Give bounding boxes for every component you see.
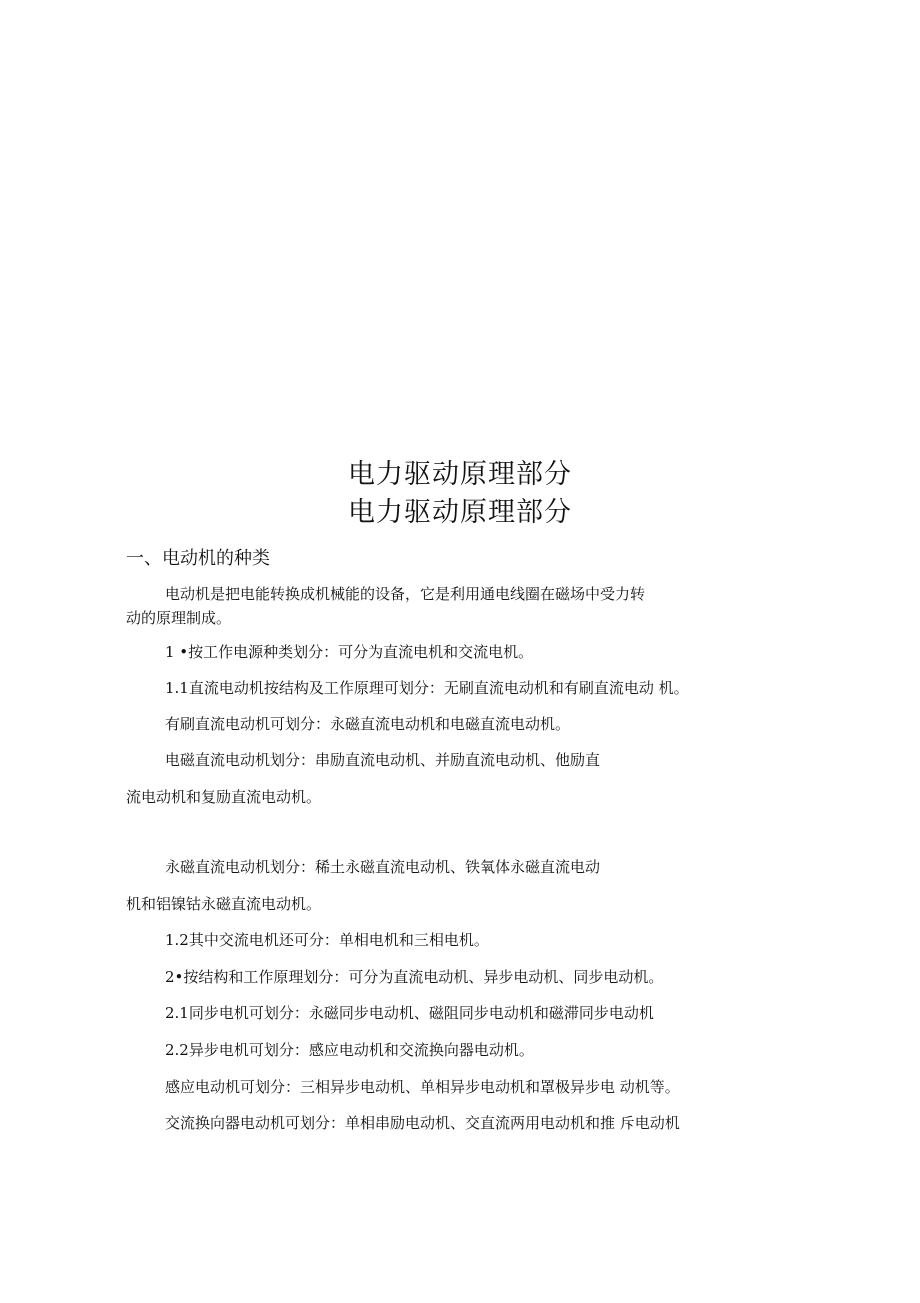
section-heading: 一、电动机的种类 bbox=[126, 548, 270, 569]
paragraph-line: 2•按结构和工作原理划分：可分为直流电动机、异步电动机、同步电动机。 bbox=[165, 968, 664, 986]
paragraph-line: 1 •按工作电源种类划分：可分为直流电机和交流电机。 bbox=[165, 643, 534, 661]
document-title: 电力驱动原理部分 bbox=[348, 459, 572, 490]
paragraph-line: 2.1同步电机可划分：永磁同步电动机、磁阻同步电动机和磁滞同步电动机 bbox=[165, 1004, 654, 1022]
paragraph-line: 电动机是把电能转换成机械能的设备，它是利用通电线圈在磁场中受力转 bbox=[165, 585, 646, 603]
paragraph-line: 1.2其中交流电机还可分：单相电机和三相电机。 bbox=[165, 931, 489, 949]
paragraph-line: 动的原理制成。 bbox=[126, 609, 232, 627]
paragraph-line: 感应电动机可划分：三相异步电动机、单相异步电动机和罩极异步电 动机等。 bbox=[165, 1078, 680, 1096]
paragraph-line: 机和铝镍钴永磁直流电动机。 bbox=[126, 895, 322, 913]
paragraph-line: 2.2异步电机可划分：感应电动机和交流换向器电动机。 bbox=[165, 1041, 534, 1059]
paragraph-line: 有刷直流电动机可划分：永磁直流电动机和电磁直流电动机。 bbox=[165, 715, 571, 733]
document-title-repeat: 电力驱动原理部分 bbox=[348, 497, 572, 528]
paragraph-line: 交流换向器电动机可划分：单相串励电动机、交直流两用电动机和推 斥电动机 bbox=[165, 1114, 680, 1132]
paragraph-line: 电磁直流电动机划分：串励直流电动机、并励直流电动机、他励直 bbox=[165, 751, 601, 769]
paragraph-line: 1.1直流电动机按结构及工作原理可划分：无刷直流电动机和有刷直流电动 机。 bbox=[165, 679, 689, 697]
paragraph-line: 流电动机和复励直流电动机。 bbox=[126, 788, 322, 806]
paragraph-line: 永磁直流电动机划分：稀土永磁直流电动机、铁氧体永磁直流电动 bbox=[165, 858, 601, 876]
